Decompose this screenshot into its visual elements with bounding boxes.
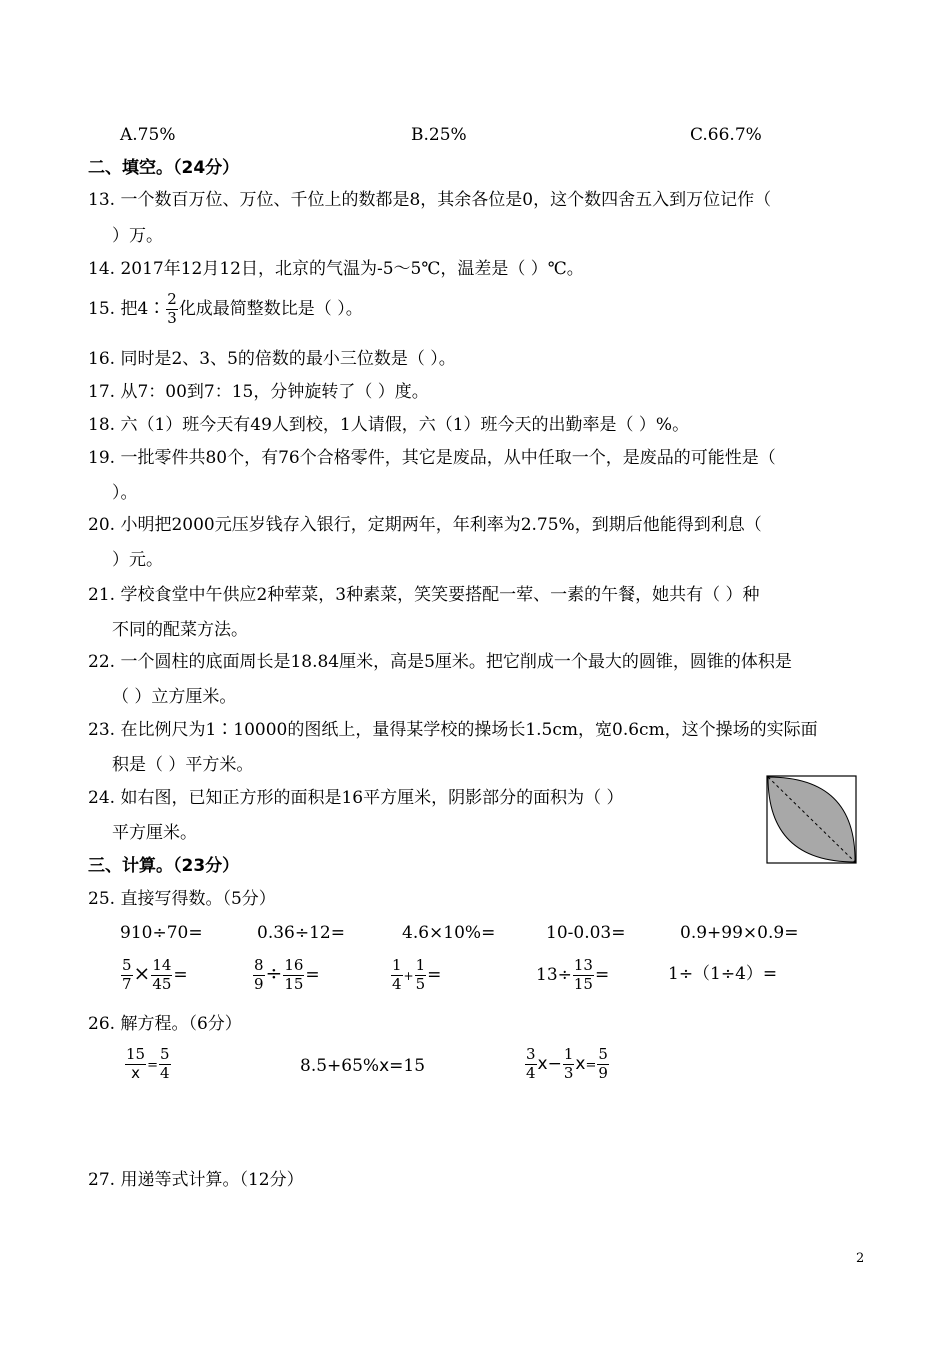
q14-text: 14. 2017年12月12日，北京的气温为-5～5℃，温差是（ ）℃。 bbox=[88, 259, 584, 279]
frac bbox=[283, 958, 304, 993]
q15-fraction bbox=[166, 292, 178, 327]
suffix: =15 bbox=[389, 1056, 426, 1076]
numerator: 14 bbox=[152, 956, 172, 974]
equals: = bbox=[427, 964, 442, 985]
equals: = bbox=[594, 964, 610, 985]
q23-line1: 23. 在比例尺为1∶10000的图纸上，量得某学校的操场长1.5cm，宽0.6cm，这个操场的实际面 bbox=[88, 720, 818, 740]
q25-item-3: 4.6×10%= bbox=[402, 923, 496, 943]
q17-text: 17. 从7：00到7：15，分钟旋转了（ ）度。 bbox=[88, 382, 429, 402]
q19-line1: 19. 一批零件共80个，有76个合格零件，其它是废品，从中任取一个，是废品的可能性是（ bbox=[88, 448, 776, 468]
denominator: 45 bbox=[152, 974, 172, 993]
q15-num: 2 bbox=[167, 290, 177, 308]
frac bbox=[391, 958, 403, 993]
denominator: 15 bbox=[573, 974, 593, 993]
option-c: C.66.7% bbox=[690, 125, 762, 145]
numerator: 3 bbox=[526, 1045, 536, 1063]
q15-suffix: 化成最简整数比是（ ）。 bbox=[178, 298, 363, 319]
frac bbox=[597, 1047, 609, 1082]
numerator: 1 bbox=[563, 1045, 574, 1063]
q24-line1: 24. 如右图，已知正方形的面积是16平方厘米，阴影部分的面积为（ ） bbox=[88, 788, 624, 808]
q26-eq-2 bbox=[300, 1058, 425, 1075]
operator: + bbox=[403, 968, 414, 983]
numerator: 15 bbox=[126, 1045, 146, 1063]
numerator: 5 bbox=[122, 956, 132, 974]
numerator: 8 bbox=[254, 956, 264, 974]
denominator: 15 bbox=[284, 974, 304, 993]
q25-frac-5: 1÷（1÷4）= bbox=[668, 964, 778, 984]
frac bbox=[121, 958, 133, 993]
q22-line1: 22. 一个圆柱的底面周长是18.84厘米，高是5厘米。把它削成一个最大的圆锥，圆锥的体积是 bbox=[88, 652, 792, 672]
q25-item-4: 10-0.03= bbox=[546, 923, 626, 943]
q21-line1: 21. 学校食堂中午供应2种荤菜，3种素菜，笑笑要搭配一荤、一素的午餐，她共有（ ）种 bbox=[88, 585, 760, 605]
denominator: 9 bbox=[598, 1063, 608, 1082]
prefix: 13÷ bbox=[536, 964, 572, 985]
frac bbox=[125, 1047, 146, 1082]
numerator: 1 bbox=[392, 956, 402, 974]
q25-frac-3 bbox=[390, 958, 441, 993]
denominator: 4 bbox=[160, 1063, 170, 1082]
denominator: 4 bbox=[392, 974, 402, 993]
q15-text bbox=[88, 292, 363, 327]
q25-item-5: 0.9+99×0.9= bbox=[680, 923, 799, 943]
denominator: 7 bbox=[122, 974, 132, 993]
variable-x: x bbox=[537, 1053, 548, 1074]
q24-line2: 平方厘米。 bbox=[112, 823, 197, 843]
frac bbox=[563, 1047, 575, 1082]
section-3-title: 三、计算。（23分） bbox=[88, 856, 240, 876]
numerator: 1 bbox=[415, 956, 426, 974]
prefix: 8.5+65% bbox=[300, 1056, 380, 1076]
q26-eq-1 bbox=[124, 1047, 172, 1082]
q15-prefix: 15. 把4∶ bbox=[88, 298, 166, 319]
operator: × bbox=[133, 960, 151, 985]
q25-title: 25. 直接写得数。（5分） bbox=[88, 889, 276, 909]
q25-item-1: 910÷70= bbox=[120, 923, 203, 943]
equals: = bbox=[147, 1057, 158, 1073]
q18-text: 18. 六（1）班今天有49人到校，1人请假，六（1）班今天的出勤率是（ ）%。 bbox=[88, 415, 690, 435]
q25-frac-2 bbox=[252, 958, 320, 993]
leaf-figure bbox=[766, 775, 858, 865]
q25-item-2: 0.36÷12= bbox=[257, 923, 345, 943]
option-a: A.75% bbox=[120, 125, 176, 145]
q26-title: 26. 解方程。（6分） bbox=[88, 1014, 242, 1034]
frac bbox=[151, 958, 172, 993]
q23-line2: 积是（ ）平方米。 bbox=[112, 755, 254, 775]
q13-line1: 13. 一个数百万位、万位、千位上的数都是8，其余各位是0，这个数四舍五入到万位记作（ bbox=[88, 190, 772, 210]
q22-line2: （ ）立方厘米。 bbox=[112, 687, 237, 707]
frac bbox=[415, 958, 427, 993]
q27-title: 27. 用递等式计算。（12分） bbox=[88, 1170, 304, 1190]
q25-frac-4 bbox=[536, 958, 609, 993]
equals: = bbox=[173, 964, 188, 985]
section-2-title: 二、填空。（24分） bbox=[88, 158, 240, 178]
equals: = bbox=[585, 1057, 597, 1073]
denominator: 9 bbox=[254, 974, 264, 993]
operator: ÷ bbox=[265, 960, 283, 985]
q20-line1: 20. 小明把2000元压岁钱存入银行，定期两年，年利率为2.75%，到期后他能得到利息（ bbox=[88, 515, 762, 535]
option-b: B.25% bbox=[411, 125, 467, 145]
frac bbox=[159, 1047, 171, 1082]
q13-line2: ）万。 bbox=[112, 226, 163, 246]
q21-line2: 不同的配菜方法。 bbox=[112, 620, 248, 640]
q19-line2: ）。 bbox=[112, 483, 138, 503]
numerator: 16 bbox=[284, 956, 304, 974]
frac bbox=[253, 958, 265, 993]
q15-den: 3 bbox=[167, 308, 177, 327]
numerator: 5 bbox=[160, 1045, 170, 1063]
denominator: x bbox=[131, 1063, 140, 1082]
denominator: 4 bbox=[526, 1063, 536, 1082]
numerator: 13 bbox=[573, 956, 593, 974]
minus: − bbox=[547, 1053, 562, 1074]
frac bbox=[525, 1047, 537, 1082]
q20-line2: ）元。 bbox=[112, 550, 163, 570]
q26-eq-3 bbox=[524, 1047, 610, 1082]
equals: = bbox=[305, 964, 320, 985]
page-number: 2 bbox=[856, 1251, 865, 1266]
frac bbox=[573, 958, 594, 993]
denominator: 3 bbox=[563, 1063, 574, 1082]
q16-text: 16. 同时是2、3、5的倍数的最小三位数是（ ）。 bbox=[88, 349, 456, 369]
variable-x: x bbox=[379, 1056, 390, 1076]
denominator: 5 bbox=[415, 974, 426, 993]
variable-x: x bbox=[575, 1053, 586, 1074]
q25-frac-1 bbox=[120, 958, 188, 993]
numerator: 5 bbox=[598, 1045, 608, 1063]
